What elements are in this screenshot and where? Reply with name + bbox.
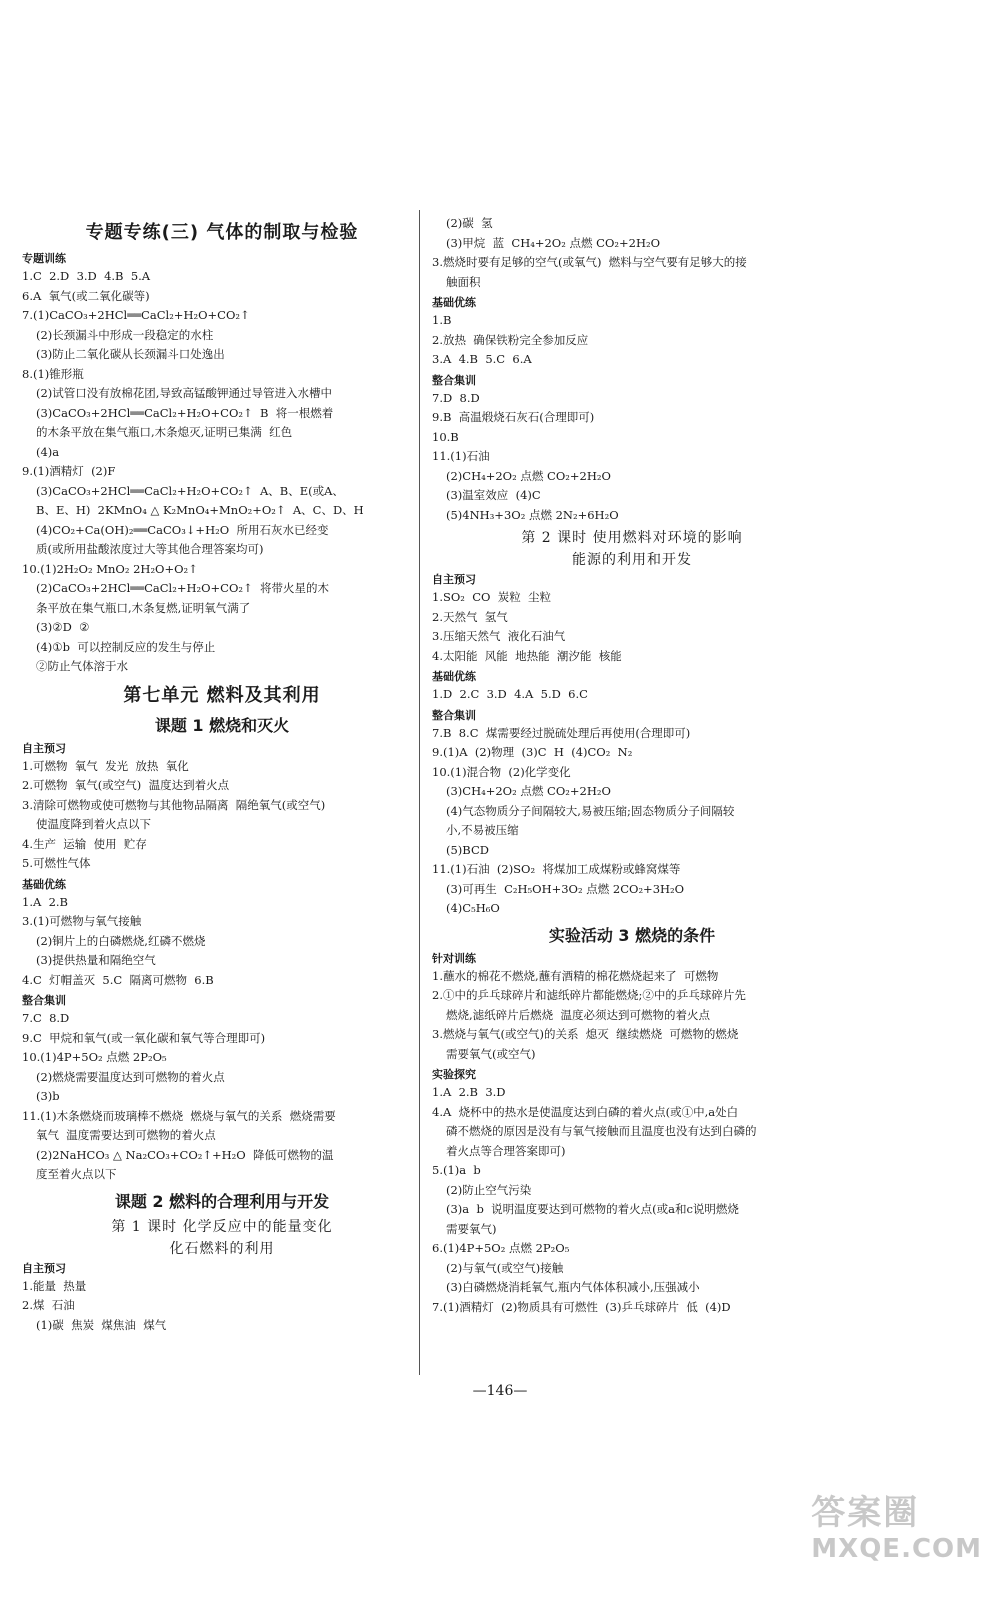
answer-line: 6.A 氧气(或二氧化碳等) — [22, 288, 150, 303]
lesson-heading: 实验活动 3 燃烧的条件 — [548, 925, 716, 945]
answer-line-indented: 质(或所用盐酸浓度过大等其他合理答案均可) — [36, 542, 264, 556]
answer-line-indented: (3)防止二氧化碳从长颈漏斗口处逸出 — [36, 347, 225, 361]
subsection-label: 自主预习 — [22, 741, 66, 755]
answer-line: 3.压缩天然气 液化石油气 — [432, 629, 566, 643]
subsection-label: 专题训练 — [22, 252, 66, 265]
answer-line: 2.煤 石油 — [22, 1298, 75, 1312]
answer-line-indented: (2)防止空气污染 — [446, 1182, 532, 1197]
answer-line-indented: 氧气 温度需要达到可燃物的着火点 — [36, 1128, 216, 1142]
subsection-label: 整合集训 — [22, 994, 66, 1007]
answer-line: 4.C 灯帽盖灭 5.C 隔离可燃物 6.B — [22, 972, 214, 987]
answer-line-indented: (3)b — [36, 1089, 60, 1103]
answer-line: 7.C 8.D — [22, 1011, 70, 1025]
answer-line: 5.可燃性气体 — [22, 856, 91, 870]
watermark-brand: 答案圈 — [811, 1493, 920, 1533]
answer-line: 1.D 2.C 3.D 4.A 5.D 6.C — [432, 687, 588, 701]
answer-line-indented: (3)CaCO₃+2HCl══CaCl₂+H₂O+CO₂↑ B 将一根燃着 — [36, 405, 334, 420]
answer-line: 4.A 烧杯中的热水是使温度达到白磷的着火点(或①中,a处白 — [432, 1104, 739, 1119]
answer-line-indented: (2)铜片上的白磷燃烧,红磷不燃烧 — [36, 933, 206, 948]
answer-line-indented: (4)CO₂+Ca(OH)₂══CaCO₃↓+H₂O 所用石灰水已经变 — [36, 522, 329, 537]
answer-line: 7.(1)酒精灯 (2)物质具有可燃性 (3)乒乓球碎片 低 (4)D — [432, 1299, 731, 1314]
answer-line-indented: ②防止气体溶于水 — [36, 659, 128, 673]
answer-line-indented: (4)a — [36, 444, 60, 459]
answer-line-indented: 使温度降到着火点以下 — [36, 817, 151, 831]
answer-line: 9.(1)A (2)物理 (3)C H (4)CO₂ N₂ — [432, 745, 633, 759]
lesson-heading: 课题 1 燃烧和灭火 — [154, 715, 290, 735]
answer-line: 10.(1)混合物 (2)化学变化 — [432, 764, 571, 779]
answer-line: 3.燃烧时要有足够的空气(或氧气) 燃料与空气要有足够大的接 — [432, 255, 747, 269]
answer-line-indented: (2)试管口没有放棉花团,导致高锰酸钾通过导管进入水槽中 — [36, 386, 332, 400]
answer-line-indented: (2)燃烧需要温度达到可燃物的着火点 — [36, 1069, 225, 1084]
answer-line: 10.(1)2H₂O₂ MnO₂ 2H₂O+O₂↑ — [22, 561, 198, 576]
watermark-url: MXQE.COM — [811, 1534, 982, 1564]
right-column — [432, 214, 832, 1317]
left-column — [22, 214, 422, 1335]
answer-line-indented: 条平放在集气瓶口,木条复燃,证明氧气满了 — [36, 600, 251, 615]
answer-line: 9.(1)酒精灯 (2)F — [22, 464, 116, 478]
sub-heading: 第 2 课时 使用燃料对环境的影响 — [521, 530, 743, 546]
answer-line-indented: 燃烧,滤纸碎片后燃烧 温度必须达到可燃物的着火点 — [446, 1007, 710, 1022]
answer-line-indented: (2)CH₄+2O₂ 点燃 CO₂+2H₂O — [446, 468, 611, 483]
answer-line-indented: B、E、H) 2KMnO₄ △ K₂MnO₄+MnO₂+O₂↑ A、C、D、H — [36, 503, 364, 517]
answer-line-indented: (3)甲烷 蓝 CH₄+2O₂ 点燃 CO₂+2H₂O — [446, 235, 661, 250]
answer-line: 6.(1)4P+5O₂ 点燃 2P₂O₅ — [432, 1241, 570, 1255]
subsection-label: 基础优练 — [432, 296, 476, 309]
answer-line: 2.天然气 氢气 — [432, 609, 508, 624]
answer-line: 1.蘸水的棉花不燃烧,蘸有酒精的棉花燃烧起来了 可燃物 — [432, 968, 719, 983]
subsection-label: 自主预习 — [432, 573, 476, 586]
answer-line: 2.可燃物 氧气(或空气) 温度达到着火点 — [22, 778, 230, 792]
answer-line-indented: (1)碳 焦炭 煤焦油 煤气 — [36, 1317, 167, 1332]
answer-line: 1.C 2.D 3.D 4.B 5.A — [22, 269, 151, 283]
answer-line: 3.(1)可燃物与氧气接触 — [22, 914, 142, 928]
answer-line-indented: (2)碳 氢 — [446, 216, 493, 230]
answer-line-indented: (5)4NH₃+3O₂ 点燃 2N₂+6H₂O — [446, 507, 619, 522]
answer-line: 3.燃烧与氧气(或空气)的关系 熄灭 继续燃烧 可燃物的燃烧 — [432, 1027, 739, 1041]
answer-line: 7.D 8.D — [432, 390, 480, 405]
sub-heading: 第 1 课时 化学反应中的能量变化 — [111, 1218, 333, 1235]
answer-line-indented: (2)与氧气(或空气)接触 — [446, 1260, 564, 1275]
answer-line: 3.A 4.B 5.C 6.A — [432, 352, 532, 366]
answer-line: 2.①中的乒乓球碎片和滤纸碎片都能燃烧;②中的乒乓球碎片先 — [432, 988, 746, 1002]
answer-line: 4.生产 运输 使用 贮存 — [22, 836, 147, 851]
section-heading: 专题专练(三) 气体的制取与检验 — [85, 222, 359, 243]
page-number: —146— — [472, 1383, 528, 1399]
answer-line: 7.B 8.C 煤需要经过脱硫处理后再使用(合理即可) — [432, 725, 691, 740]
answer-line: 1.B — [432, 313, 452, 327]
answer-line: 11.(1)木条燃烧而玻璃棒不燃烧 燃烧与氧气的关系 燃烧需要 — [22, 1108, 336, 1123]
column-divider — [419, 210, 420, 1375]
answer-line: 5.(1)a b — [432, 1163, 481, 1177]
answer-line: 11.(1)石油 — [432, 449, 490, 463]
answer-line-indented: (4)C₅H₆O — [446, 901, 500, 915]
subsection-label: 整合集训 — [432, 708, 476, 722]
answer-line-indented: 着火点等合理答案即可) — [446, 1143, 566, 1158]
answer-line: 1.A 2.B — [22, 894, 69, 909]
answer-line: 1.A 2.B 3.D — [432, 1085, 506, 1099]
answer-line-indented: 需要氧气(或空气) — [446, 1046, 536, 1061]
answer-line-indented: 需要氧气) — [446, 1221, 497, 1236]
sub-heading: 能源的利用和开发 — [572, 552, 692, 568]
answer-line-indented: (3)a b 说明温度要达到可燃物的着火点(或a和c说明燃烧 — [446, 1202, 739, 1216]
answer-line-indented: 磷不燃烧的原因是没有与氧气接触而且温度也没有达到白磷的 — [446, 1124, 757, 1138]
answer-line-indented: (3)可再生 C₂H₅OH+3O₂ 点燃 2CO₂+3H₂O — [446, 881, 685, 896]
answer-line-indented: (3)CH₄+2O₂ 点燃 CO₂+2H₂O — [446, 784, 611, 798]
answer-line: 4.太阳能 风能 地热能 潮汐能 核能 — [432, 648, 622, 663]
answer-line: 10.B — [432, 429, 459, 444]
answer-line: 8.(1)锥形瓶 — [22, 366, 84, 381]
answer-line: 1.SO₂ CO 炭粒 尘粒 — [432, 590, 552, 604]
answer-line: 11.(1)石油 (2)SO₂ 将煤加工成煤粉或蜂窝煤等 — [432, 862, 681, 876]
subsection-label: 实验探究 — [432, 1068, 476, 1081]
answer-line: 2.放热 确保铁粉完全参加反应 — [432, 332, 589, 347]
subsection-label: 自主预习 — [22, 1261, 66, 1275]
answer-line-indented: (3)②D ② — [36, 620, 90, 634]
answer-line-indented: (3)温室效应 (4)C — [446, 488, 541, 502]
lesson-heading: 课题 2 燃料的合理利用与开发 — [114, 1191, 330, 1211]
answer-line-indented: (2)2NaHCO₃ △ Na₂CO₃+CO₂↑+H₂O 降低可燃物的温 — [36, 1147, 334, 1162]
answer-line-indented: (3)CaCO₃+2HCl══CaCl₂+H₂O+CO₂↑ A、B、E(或A、 — [36, 483, 344, 498]
subsection-label: 针对训练 — [432, 951, 476, 965]
answer-line-indented: 触面积 — [446, 274, 481, 289]
section-heading: 第七单元 燃料及其利用 — [123, 684, 321, 706]
answer-line-indented: (4)气态物质分子间隔较大,易被压缩;固态物质分子间隔较 — [446, 803, 735, 818]
answer-line-indented: (3)白磷燃烧消耗氧气,瓶内气体体积减小,压强减小 — [446, 1280, 700, 1294]
answer-line-indented: 小,不易被压缩 — [446, 823, 519, 837]
answer-line-indented: (3)提供热量和隔绝空气 — [36, 953, 156, 967]
answer-line-indented: 度至着火点以下 — [36, 1167, 117, 1181]
answer-line-indented: (2)CaCO₃+2HCl══CaCl₂+H₂O+CO₂↑ 将带火星的木 — [36, 581, 329, 595]
answer-line-indented: (5)BCD — [446, 842, 489, 857]
answer-line: 7.(1)CaCO₃+2HCl══CaCl₂+H₂O+CO₂↑ — [22, 308, 250, 322]
answer-line: 10.(1)4P+5O₂ 点燃 2P₂O₅ — [22, 1050, 167, 1064]
watermark-logo — [811, 1485, 982, 1564]
answer-line-indented: (2)长颈漏斗中形成一段稳定的水柱 — [36, 327, 214, 342]
answer-line: 1.可燃物 氧气 发光 放热 氧化 — [22, 758, 189, 773]
subsection-label: 基础优练 — [432, 670, 476, 683]
subsection-label: 整合集训 — [432, 373, 476, 387]
answer-line: 1.能量 热量 — [22, 1278, 87, 1293]
answer-line: 9.C 甲烷和氧气(或一氧化碳和氧气等合理即可) — [22, 1030, 266, 1045]
sub-heading: 化石燃料的利用 — [169, 1240, 275, 1257]
answer-line: 3.清除可燃物或使可燃物与其他物品隔离 隔绝氧气(或空气) — [22, 797, 326, 812]
answer-line-indented: (4)①b 可以控制反应的发生与停止 — [36, 639, 216, 654]
subsection-label: 基础优练 — [22, 877, 66, 891]
answer-line: 9.B 高温煅烧石灰石(合理即可) — [432, 410, 595, 424]
answer-line-indented: 的木条平放在集气瓶口,木条熄灭,证明已集满 红色 — [36, 425, 293, 439]
